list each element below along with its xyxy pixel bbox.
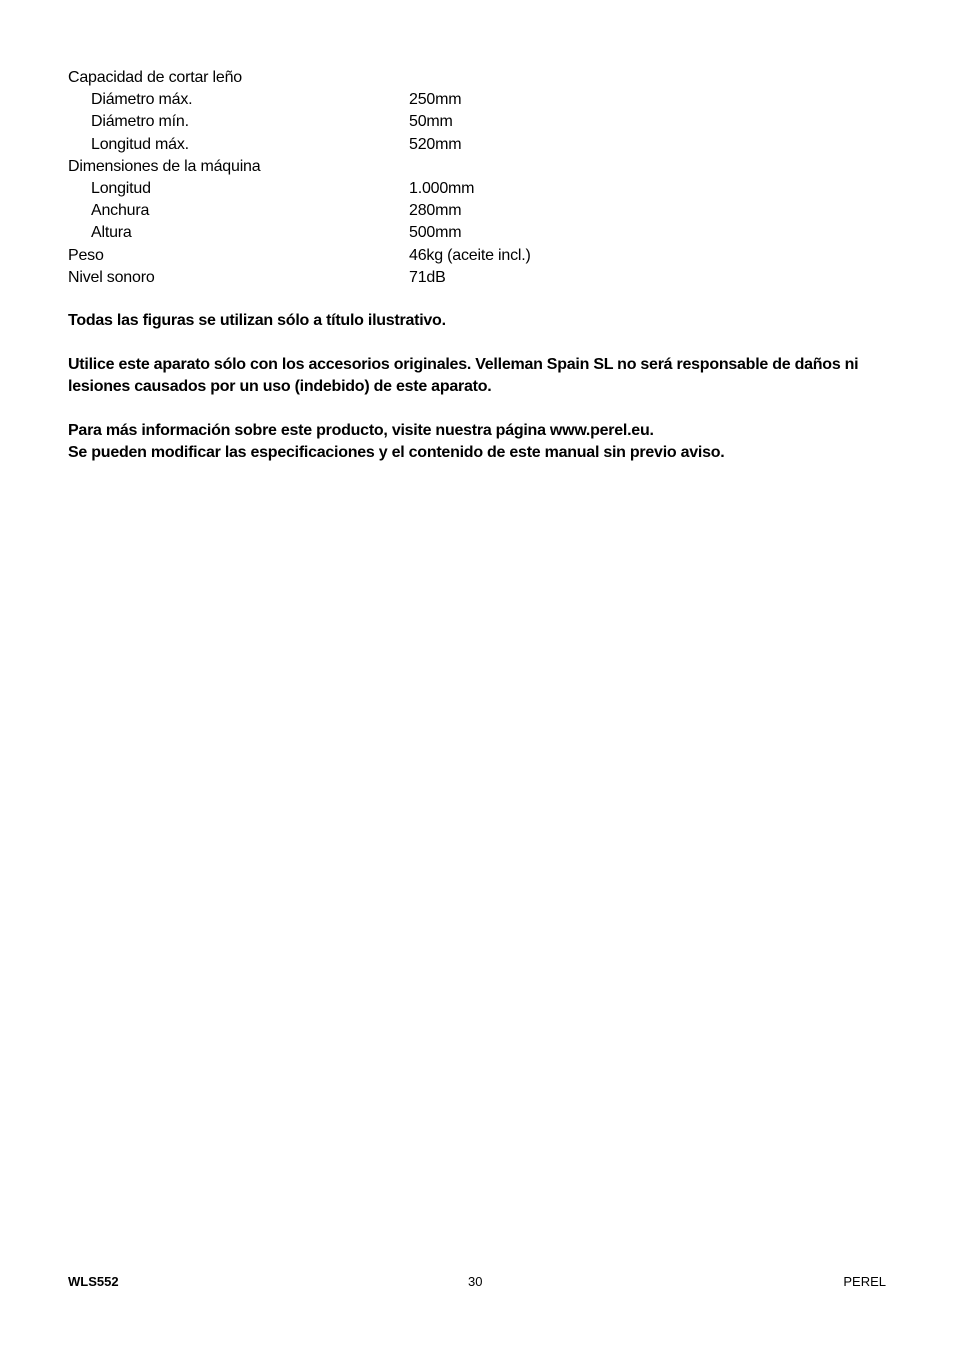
spec-label: Dimensiones de la máquina — [68, 157, 261, 175]
accessories-note — [68, 354, 898, 398]
info-note-line: Se pueden modificar las especificaciones y el contenido de este manual sin previo aviso. — [68, 444, 725, 461]
figures-note-text: Todas las figuras se utilizan sólo a título ilustrativo. — [68, 312, 446, 329]
spec-row-max-length — [68, 134, 888, 156]
spec-value: 520mm — [409, 135, 462, 153]
spec-value: 71dB — [409, 268, 446, 286]
footer-brand: PEREL — [843, 1274, 886, 1289]
spec-label: Capacidad de cortar leño — [68, 69, 242, 86]
spec-label: Longitud — [91, 179, 151, 197]
spec-label: Peso — [68, 246, 104, 264]
info-note-line: Para más información sobre este producto, visite nuestra página www.perel.eu. — [68, 422, 654, 439]
accessories-note-line: lesiones causados por un uso (indebido) de este aparato. — [68, 378, 492, 395]
footer-model: WLS552 — [68, 1274, 119, 1289]
spec-label: Diámetro mín. — [91, 113, 189, 131]
spec-row-noise-level — [68, 267, 888, 289]
spec-label: Longitud máx. — [91, 135, 189, 153]
spec-value: 250mm — [409, 91, 462, 109]
spec-value: 46kg (aceite incl.) — [409, 246, 531, 264]
spec-row-max-diameter — [68, 89, 888, 111]
spec-label: Anchura — [91, 202, 150, 220]
info-note — [68, 420, 898, 464]
notes-section — [68, 310, 898, 486]
spec-value: 1.000mm — [409, 179, 475, 197]
spec-row-min-diameter — [68, 111, 888, 133]
spec-label: Diámetro máx. — [91, 91, 193, 109]
spec-row-width — [68, 200, 888, 222]
spec-label: Nivel sonoro — [68, 268, 155, 286]
spec-row-machine-dimensions — [68, 156, 888, 178]
spec-label: Altura — [91, 224, 132, 242]
footer-page-number: 30 — [468, 1274, 483, 1289]
spec-row-weight — [68, 245, 888, 267]
spec-value: 500mm — [409, 224, 462, 242]
spec-row-height — [68, 222, 888, 244]
figures-note — [68, 310, 898, 332]
spec-row-cutting-capacity — [68, 67, 888, 89]
page-footer — [0, 1272, 954, 1292]
specifications-table — [68, 67, 888, 289]
spec-row-length — [68, 178, 888, 200]
accessories-note-line: Utilice este aparato sólo con los accesorios originales. Velleman Spain SL no será responsable de daños ni — [68, 356, 859, 373]
spec-value: 50mm — [409, 113, 453, 131]
spec-value: 280mm — [409, 202, 462, 220]
